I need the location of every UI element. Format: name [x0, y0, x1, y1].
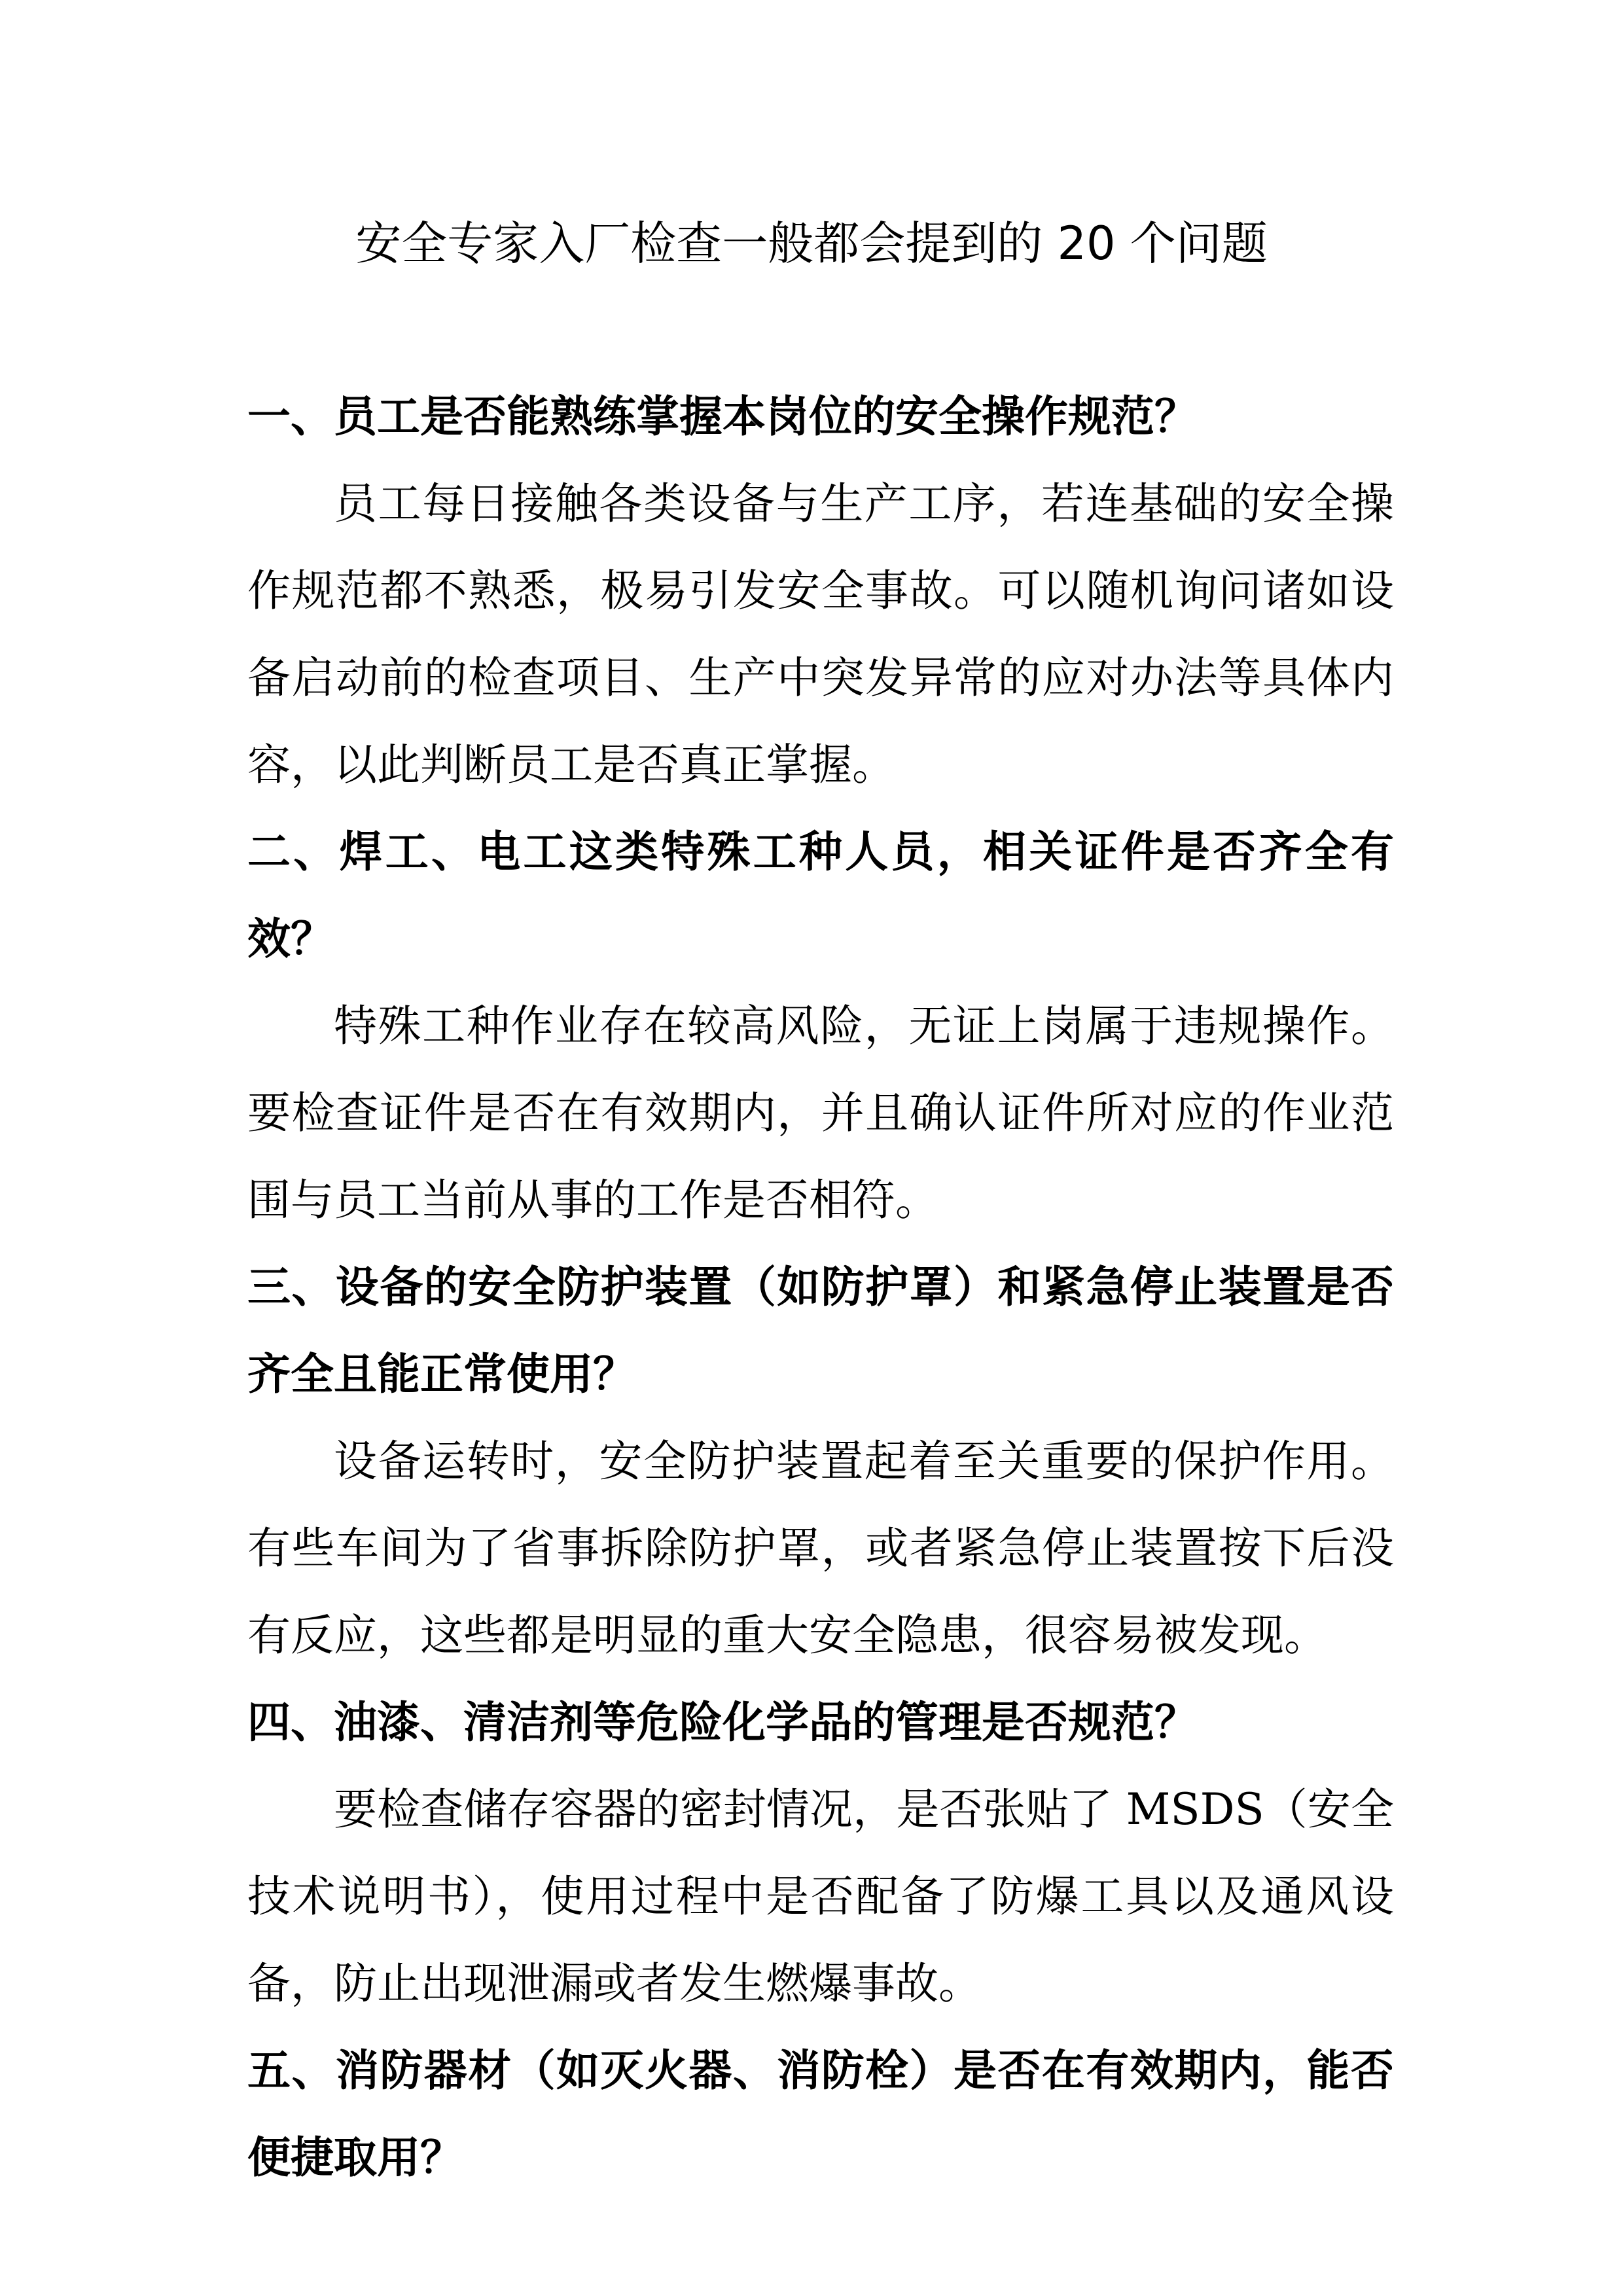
- section-2-heading: 二、焊工、电工这类特殊工种人员，相关证件是否齐全有效？: [247, 826, 1394, 964]
- document-title: 安全专家入厂检查一般都会提到的 20 个问题: [355, 217, 1268, 270]
- document-body: [247, 373, 1394, 2201]
- section-1-paragraph: 员工每日接触各类设备与生产工序，若连基础的安全操作规范都不熟悉，极易引发安全事故。可以随机询问诸如设备启动前的检查项目、生产中突发异常的应对办法等具体内容，以此判断员工是否真正掌握。: [247, 478, 1394, 790]
- section-3-heading: 三、设备的安全防护装置（如防护罩）和紧急停止装置是否齐全且能正常使用？: [247, 1261, 1394, 1399]
- section-4-paragraph: 要检查储存容器的密封情况，是否张贴了 MSDS（安全技术说明书），使用过程中是否配备了防爆工具以及通风设备，防止出现泄漏或者发生燃爆事故。: [247, 1784, 1394, 2009]
- section-3-paragraph: 设备运转时，安全防护装置起着至关重要的保护作用。有些车间为了省事拆除防护罩，或者紧急停止装置按下后没有反应，这些都是明显的重大安全隐患，很容易被发现。: [247, 1436, 1394, 1660]
- section-1-heading: 一、员工是否能熟练掌握本岗位的安全操作规范？: [247, 391, 1198, 442]
- section-2-paragraph: 特殊工种作业存在较高风险，无证上岗属于违规操作。要检查证件是否在有效期内，并且确认证件所对应的作业范围与员工当前从事的工作是否相符。: [247, 1001, 1394, 1225]
- section-5-heading: 五、消防器材（如灭火器、消防栓）是否在有效期内，能否便捷取用？: [247, 2045, 1394, 2183]
- section-4-heading: 四、油漆、清洁剂等危险化学品的管理是否规范？: [247, 1696, 1198, 1748]
